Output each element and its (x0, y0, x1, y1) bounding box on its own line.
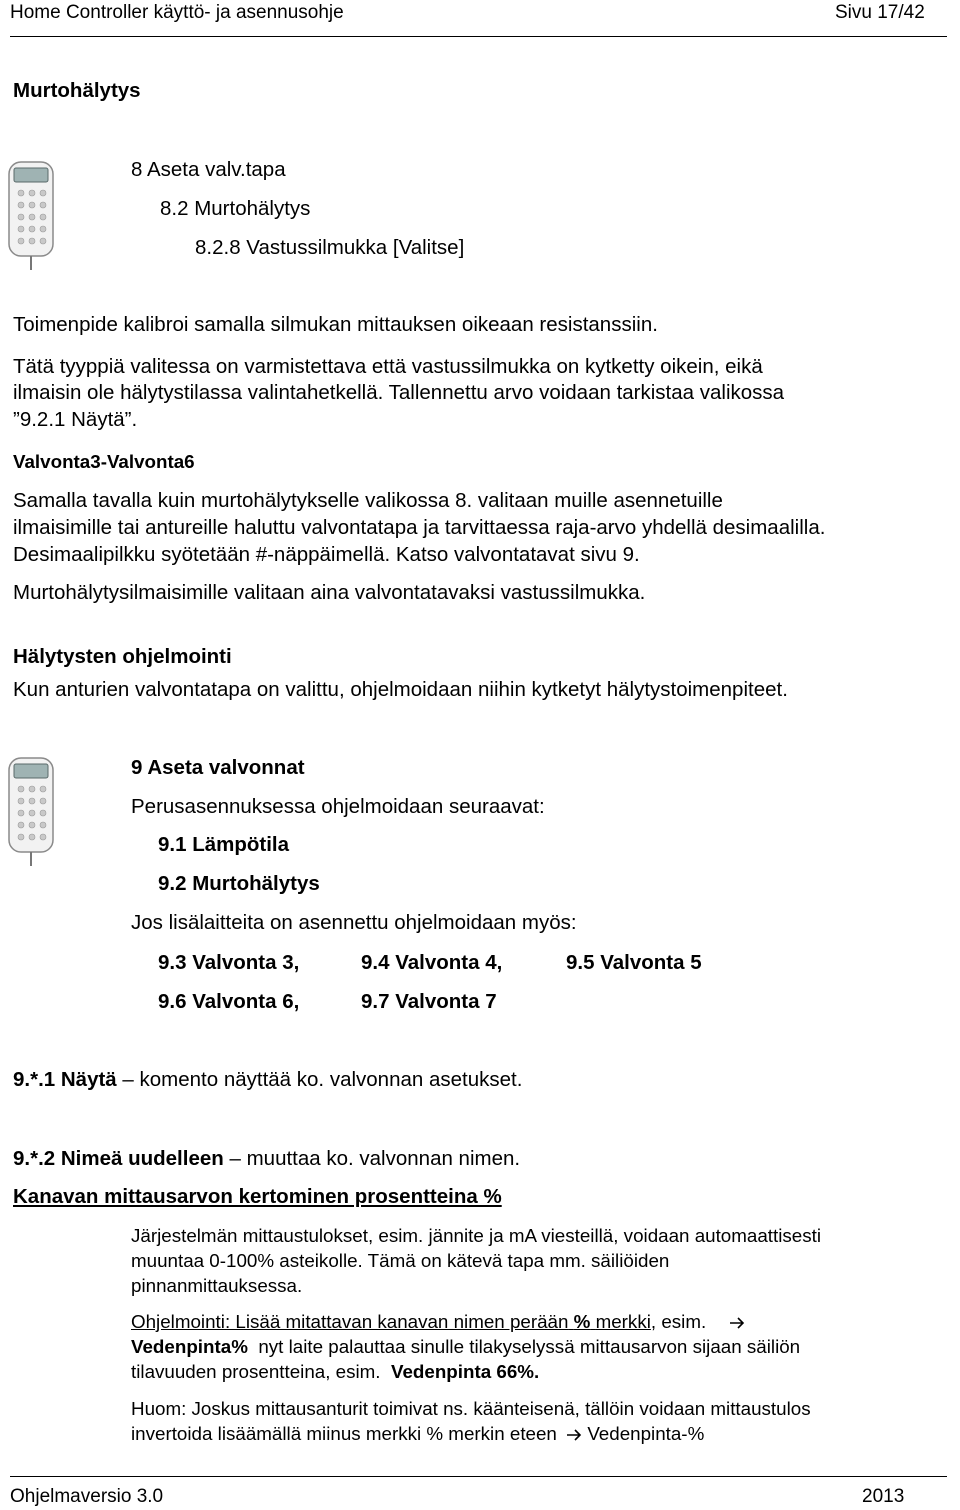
footer-divider (10, 1476, 947, 1477)
example-line (131, 1336, 800, 1358)
arrow-right-icon (566, 1429, 582, 1441)
menu-item-valvonta3: 9.3 Valvonta 3, (158, 951, 300, 974)
paragraph-warning-line1: Tätä tyyppiä valitessa on varmistettava että vastussilmukka on kytketty oikein, eikä (13, 355, 763, 378)
percent-text-line3: pinnanmittauksessa. (131, 1275, 303, 1296)
footer-version: Ohjelmaversio 3.0 (10, 1486, 164, 1507)
menu-item-valvonta6: 9.6 Valvonta 6, (158, 990, 300, 1013)
command-nimea-label: 9.*.2 Nimeä uudelleen (13, 1147, 224, 1170)
note-line1: Huom: Joskus mittausanturit toimivat ns. käänteisenä, tällöin voidaan mittaustulos (131, 1398, 811, 1419)
paragraph-calibration: Toimenpide kalibroi samalla silmukan mittauksen oikeaan resistanssiin. (13, 313, 658, 336)
remote-control-icon (8, 756, 56, 868)
example-result-line (131, 1361, 539, 1383)
menu-path-level3: 8.2.8 Vastussilmukka [Valitse] (195, 236, 465, 259)
menu-item-valvonta7: 9.7 Valvonta 7 (361, 990, 497, 1013)
section-title-prosentit: Kanavan mittausarvon kertominen prosentteina % (13, 1185, 502, 1208)
programming-percent-sign: % (573, 1311, 591, 1332)
menu-item-murtohalytys: 9.2 Murtohälytys (158, 872, 320, 895)
header-divider (10, 36, 947, 37)
section-title-halytysten-ohjelmointi: Hälytysten ohjelmointi (13, 645, 232, 668)
example-name: Vedenpinta% (131, 1336, 248, 1357)
command-nimea-dash: – (229, 1147, 241, 1170)
programming-rest: , esim. (650, 1311, 707, 1332)
command-nayta-label: 9.*.1 Näytä (13, 1068, 117, 1091)
note-line2-text: invertoida lisäämällä miinus merkki % merkin eteen (131, 1423, 557, 1444)
header-title: Home Controller käyttö- ja asennusohje (10, 2, 344, 23)
valvonta-text-line2: ilmaisimille tai antureille haluttu valvontatapa ja tarvittaessa raja-arvo yhdellä desimaalilla. (13, 516, 826, 539)
section-title-valvonta: Valvonta3-Valvonta6 (13, 451, 195, 472)
basic-install-intro: Perusasennuksessa ohjelmoidaan seuraavat: (131, 795, 545, 818)
percent-text-line2: muuntaa 0-100% asteikolle. Tämä on kätevä tapa mm. säiliöiden (131, 1250, 670, 1271)
menu-item-valvonta4: 9.4 Valvonta 4, (361, 951, 503, 974)
paragraph-warning-line3: ”9.2.1 Näytä”. (13, 408, 138, 431)
example-result-text: tilavuuden prosentteina, esim. (131, 1361, 381, 1382)
example-result-value: Vedenpinta 66%. (390, 1361, 540, 1382)
paragraph-warning-line2: ilmaisin ole hälytystilassa valintahetkellä. Tallennettu arvo voidaan tarkistaa valikossa (13, 381, 785, 404)
menu-item-valvonta5: 9.5 Valvonta 5 (566, 951, 702, 974)
example-rest: nyt laite palauttaa sinulle tilakyselyssä mittausarvon sijaan säiliön (258, 1336, 801, 1357)
percent-text-line1: Järjestelmän mittaustulokset, esim. jännite ja mA viesteillä, voidaan automaattisesti (131, 1225, 822, 1246)
valvonta-text-line3: Desimaalipilkku syötetään #-näppäimellä. Katso valvontatavat sivu 9. (13, 543, 640, 566)
halytysten-ohjelmointi-text: Kun anturien valvontatapa on valittu, ohjelmoidaan niihin kytketyt hälytystoimenpiteet. (13, 678, 788, 701)
command-nimea-description: muuttaa ko. valvonnan nimen. (246, 1147, 521, 1170)
menu-path-level2: 8.2 Murtohälytys (160, 197, 311, 220)
footer-year: 2013 (862, 1486, 905, 1507)
header-page-number: Sivu 17/42 (835, 2, 925, 23)
section-title-murtohalytys: Murtohälytys (13, 79, 141, 102)
command-nimea-uudelleen (13, 1147, 520, 1171)
command-nayta-description: komento näyttää ko. valvonnan asetukset. (139, 1068, 523, 1091)
remote-control-icon (8, 160, 56, 272)
note-line2-result: Vedenpinta-% (587, 1423, 705, 1444)
programming-instruction (131, 1311, 745, 1333)
menu-path-level1: 8 Aseta valv.tapa (131, 158, 286, 181)
menu-item-lampotila: 9.1 Lämpötila (158, 833, 290, 856)
valvonta-text-line4: Murtohälytysilmaisimille valitaan aina valvontatavaksi vastussilmukka. (13, 581, 646, 604)
extra-devices-intro: Jos lisälaitteita on asennettu ohjelmoidaan myös: (131, 911, 577, 934)
note-line2 (131, 1423, 704, 1445)
programming-label: Ohjelmointi: Lisää mitattavan kanavan nimen perään (131, 1311, 569, 1332)
command-nayta-dash: – (122, 1068, 134, 1091)
arrow-right-icon (729, 1317, 745, 1329)
programming-merkki: merkki (595, 1311, 651, 1332)
valvonta-text-line1: Samalla tavalla kuin murtohälytykselle valikossa 8. valitaan muille asennetuille (13, 489, 723, 512)
menu-title-aseta-valvonnat: 9 Aseta valvonnat (131, 756, 305, 779)
command-nayta (13, 1068, 522, 1092)
